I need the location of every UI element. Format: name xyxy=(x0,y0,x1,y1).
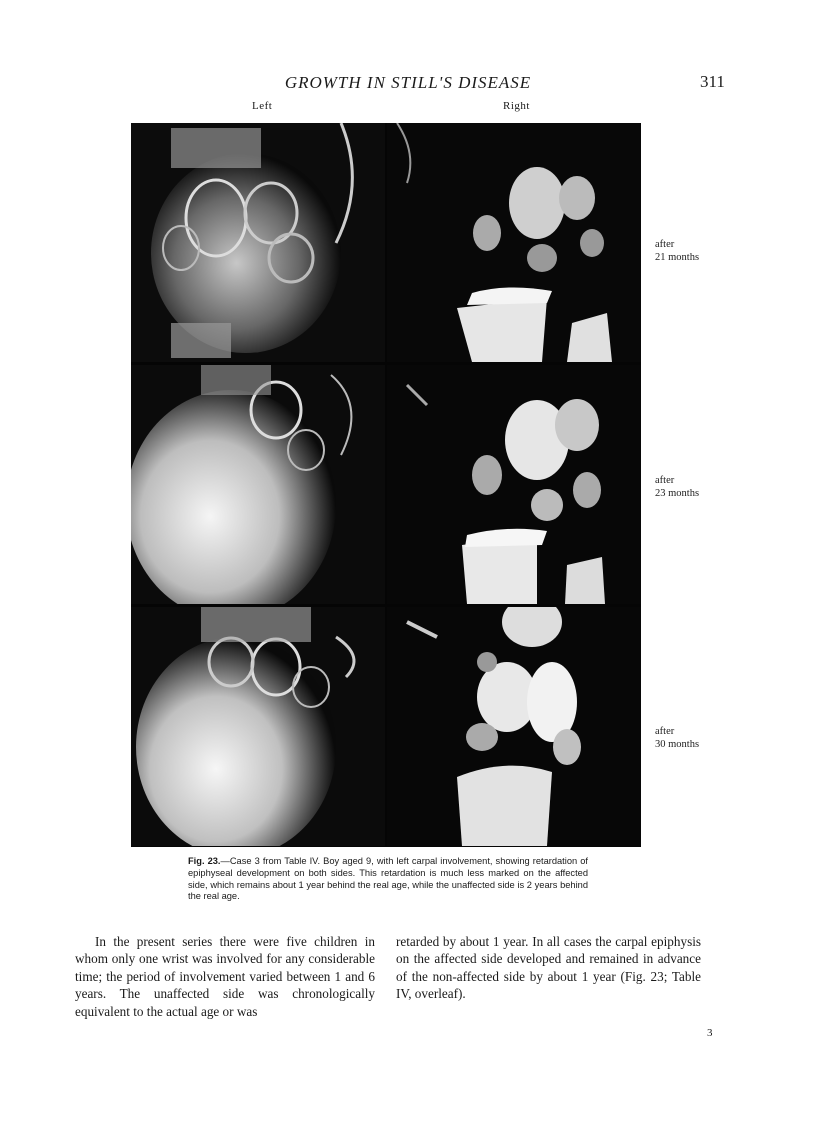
body-text-left-column: In the present series there were five children in whom only one wrist was involved for any considerable time; the period of involvement varied between 1 and 6 years. The unaffected side was chronologically equivalent to the actual age or was xyxy=(75,934,375,1019)
xray-image-left-23 xyxy=(131,365,385,604)
row-label-30-line1: after xyxy=(655,726,675,737)
column-label-left: Left xyxy=(252,100,273,112)
running-head: GROWTH IN STILL'S DISEASE xyxy=(284,73,532,92)
xray-image-left-21 xyxy=(131,123,385,362)
page-number: 311 xyxy=(700,72,725,91)
xray-image-right-23 xyxy=(387,365,641,604)
column-label-right: Right xyxy=(503,100,530,112)
signature-mark: 3 xyxy=(707,1027,713,1039)
caption-label: Fig. 23. xyxy=(188,856,221,866)
row-label-23-months xyxy=(655,474,699,500)
row-label-30-line2: 30 months xyxy=(655,739,700,750)
row-label-30-months xyxy=(655,725,699,751)
xray-image-left-30 xyxy=(131,607,385,846)
xray-panel-right-30-months xyxy=(387,607,641,846)
xray-image-right-21 xyxy=(387,123,641,362)
xray-panel-left-21-months xyxy=(131,123,385,362)
body-text-right-column: retarded by about 1 year. In all cases the carpal epiphysis on the affected side developed and remained in advance of the non-affected side by about 1 year (Fig. 23; Table IV, overleaf). xyxy=(396,934,701,1002)
xray-image-right-30 xyxy=(387,607,641,846)
row-label-21-line1: after xyxy=(655,239,675,250)
row-label-23-line2: 23 months xyxy=(655,488,700,499)
xray-panel-right-21-months xyxy=(387,123,641,362)
xray-figure xyxy=(131,123,641,847)
xray-panel-right-23-months xyxy=(387,365,641,604)
caption-text: —Case 3 from Table IV. Boy aged 9, with left carpal involvement, showing retardation of epiphyseal development on both sides. This retardation is much less marked on the affected side, which remains about 1 year behind the real age, while the unaffected side is 2 years behind the real age. xyxy=(188,856,588,902)
row-label-23-line1: after xyxy=(655,475,675,486)
xray-panel-left-23-months xyxy=(131,365,385,604)
xray-panel-left-30-months xyxy=(131,607,385,846)
row-label-21-line2: 21 months xyxy=(655,252,700,263)
row-label-21-months xyxy=(655,238,699,264)
figure-caption xyxy=(188,856,588,903)
